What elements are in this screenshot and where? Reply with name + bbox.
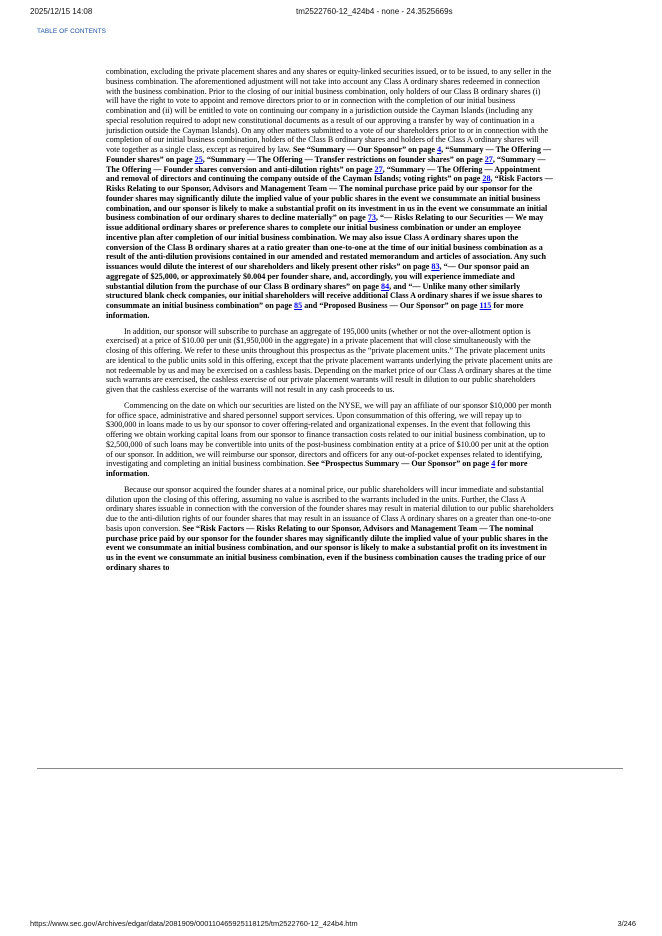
cross-reference: See “Prospectus Summary — Our Sponsor” on page 4 for more information: [106, 459, 528, 478]
text: combination, excluding the private placement shares and any shares or equity-linked securities issued, or to be issued, to any seller in the business combination. The aforementioned adjustment will not take into account any Class A ordinary shares redeemed in connection with the business combination. Prior to the closing of our initial business combination, only holders of our Class B ordinary shares (i) will have the right to vote to appoint and remove directors prior to or in connection with the completion of our initial business combination and (ii) will be entitled to vote on continuing our company in a jurisdiction outside the Cayman Islands (including any special resolution required to adopt new constitutional documents as a result of our approving a transfer by way of continuation in a jurisdiction outside the Cayman Islands). On any other matters submitted to a vote of our shareholders prior to or in connection with the completion of our initial business combination, holders of the Class B ordinary shares and holders of the Class A ordinary shares will vote together as a single class, except as required by law.: [106, 67, 552, 154]
paragraph-private-placement: In addition, our sponsor will subscribe to purchase an aggregate of 195,000 units (whether or not the over-allotment option is exercised) at a price of $10.00 per unit ($1,950,000 in the aggregate) in a private placement that will close simultaneously with the closing of this offering. We refer to these units throughout this prospectus as the “private placement units.” The private placement units are identical to the public units sold in this offering, except that the private placement warrants underlying the private placement units are not redeemable by us and may be exercised on a cashless basis. Depending on the market price of our Class A ordinary shares at the time such warrants are exercised, the cashless exercise of our private placement warrants will result in dilution to our public shareholders given that the cashless exercise of the warrants will not result in any cash proceeds to us.: [106, 326, 553, 394]
page-link[interactable]: 4: [491, 459, 496, 469]
page-link[interactable]: 28: [482, 174, 491, 184]
page-link[interactable]: 25: [194, 154, 203, 164]
page-link[interactable]: 4: [437, 145, 442, 154]
cross-reference: See “Risk Factors — Risks Relating to our Sponsor, Advisors and Management Team — The nominal purchase price paid by our sponsor for the founder shares may significantly dilute the implied value of your public shares in the event we consummate an initial business combination, and our sponsor is likely to make a substantial profit on its investment in us in the event we consummate an initial business combination, even if the business combination causes the trading price of our ordinary shares to: [106, 523, 548, 572]
page-divider: [37, 768, 623, 769]
page-link[interactable]: 27: [374, 164, 383, 174]
page-link[interactable]: 84: [381, 281, 390, 291]
page-link[interactable]: 73: [367, 213, 376, 223]
page-link[interactable]: 115: [479, 301, 492, 310]
text: Commencing on the date on which our securities are listed on the NYSE, we will pay an affiliate of our sponsor $10,000 per month for office space, administrative and shared personnel support services. Upon consummation of this offering, we will repay up to $300,000 in loans made to us by our sponsor to cover offering-related and organizational expenses. In the event that following this offering we obtain working capital loans from our sponsor to finance transaction costs related to our initial business combination, up to $2,500,000 of such loans may be convertible into units of the post-business combination entity at a price of $10.00 per unit at the option of our sponsor. In addition, we will reimburse our sponsor, directors and officers for any out-of-pocket expenses related to identifying, investigating and completing an initial business combination.: [106, 400, 552, 469]
paragraph-founder-shares-voting: [106, 67, 554, 321]
table-of-contents-link[interactable]: TABLE OF CONTENTS: [37, 28, 107, 35]
cross-reference: See “Summary — Our Sponsor” on page 4, “Summary — The Offering — Founder shares” on page 25, “Summary — The Offering — Transfer restrictions on founder shares” on page 27, “Summary — The Offering — Founder shares conversion and anti-dilution rights” on page 27, “Summary — The Offering — Appointment and removal of directors and continuing the company outside of the Cayman Islands; voting rights” on page 28, “Risk Factors — Risks Relating to our Sponsor, Advisors and Management Team — The nominal purchase price paid by our sponsor for the founder shares may significantly dilute the implied value of your public shares in the event we consummate an initial business combination, and our sponsor is likely to make a substantial profit on its investment in us in the event we consummate an initial business combination of our ordinary shares to decline materially” on page 73, “— Risks Relating to our Securities — We may issue additional ordinary shares or preference shares to complete our initial business combination or under an employee incentive plan after completion of our initial business combination. We may also issue Class A ordinary shares upon the conversion of the Class B ordinary shares at a ratio greater than one-to-one at the time of our initial business combination as a result of the anti-dilution provisions contained in our amended and restated memorandum and articles of association. Any such issuances would dilute the interest of our shareholders and likely present other risks” on page 83, “— Our sponsor paid an aggregate of $25,000, or approximately $0.004 per founder share, and, accordingly, you will experience immediate and substantial dilution from the purchase of our Class B ordinary shares” on page 84, and “— Unlike many other similarly structured blank check companies, our initial shareholders will receive additional Class A ordinary shares if we issue shares to consummate an initial business combination” on page 85 and “Proposed Business — Our Sponsor” on page 115 for more information.: [106, 145, 553, 320]
paragraph-dilution: [106, 485, 554, 573]
text: Because our sponsor acquired the founder shares at a nominal price, our public shareholders will incur immediate and substantial dilution upon the closing of this offering, assuming no value is ascribed to the warrants included in the units. Further, the Class A ordinary shares issuable in connection with the conversion of the founder shares may result in material dilution to our public shareholders due to the anti-dilution rights of our founder shares that may result in an issuance of Class A ordinary shares on a greater than one-to-one basis upon conversion.: [106, 484, 554, 533]
page-link[interactable]: 85: [294, 301, 303, 310]
page-link[interactable]: 27: [484, 154, 493, 164]
paragraph-sponsor-payments: Commencing on the date on which our securities are listed on the NYSE, we will pay an affiliate of our sponsor $10,000 per month for office space, administrative and shared personnel support services. Upon consummation of this offering, we will repay up to $300,000 in loans made to us by our sponsor to cover offering-related and organizational expenses. In the event that following this offering we obtain working capital loans from our sponsor to finance transaction costs related to our initial business combination, up to $2,500,000 of such loans may be convertible into units of the post-business combination entity at a price of $10.00 per unit at the option of our sponsor. In addition, we will reimburse our sponsor, directors and officers for any out-of-pocket expenses related to identifying, investigating and completing an initial business combination. See “Prospectus Summary — Our Sponsor” on page 4 for more information.: [106, 400, 552, 478]
page-url: https://www.sec.gov/Archives/edgar/data/2081909/000110465925118125/tm2522760-12_424b4.htm: [30, 919, 358, 928]
page-link[interactable]: 83: [431, 262, 440, 271]
document-body: [106, 67, 554, 579]
print-datetime: 2025/12/15 14:08: [30, 7, 93, 16]
document-title: tm2522760-12_424b4 - none - 24.3525669s: [296, 7, 453, 16]
page-indicator: 3/246: [617, 919, 636, 928]
